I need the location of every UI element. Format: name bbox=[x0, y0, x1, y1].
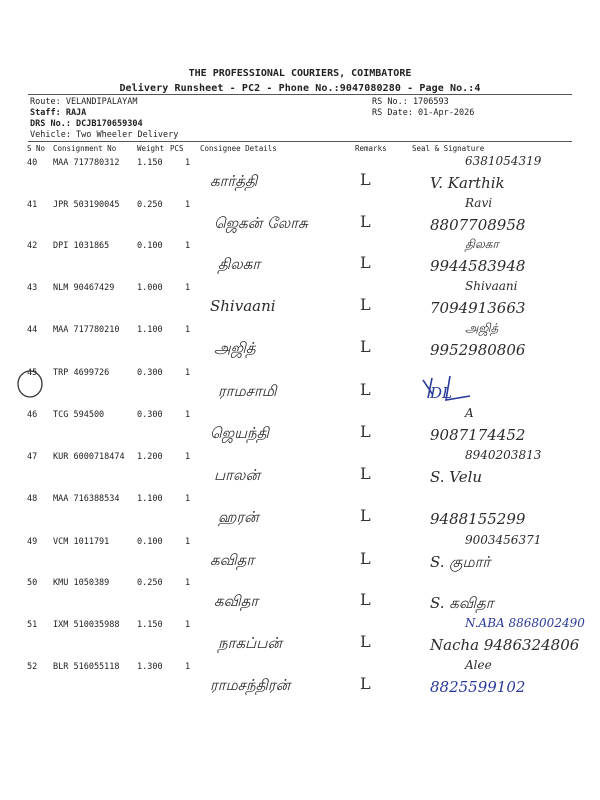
row-seal: 9944583948 bbox=[430, 257, 526, 275]
row-consignment: NLM 90467429 bbox=[53, 283, 115, 293]
row-pcs: 1 bbox=[185, 620, 191, 630]
row-consignee-signature: ராமசாமி bbox=[218, 382, 277, 400]
row-remark: L bbox=[360, 337, 371, 356]
row-weight: 1.000 bbox=[137, 283, 163, 293]
row-weight: 0.300 bbox=[137, 368, 163, 378]
row-remark: L bbox=[360, 212, 371, 231]
row-consignee-signature: அஜித் bbox=[214, 339, 256, 357]
dl-stroke bbox=[423, 376, 470, 400]
col-remarks: Remarks bbox=[355, 144, 387, 153]
row-weight: 0.250 bbox=[137, 578, 163, 588]
rs-number: RS No.: 1706593 bbox=[372, 97, 449, 107]
row-pcs: 1 bbox=[185, 200, 191, 210]
row-consignee-signature: கார்த்தி bbox=[210, 172, 258, 190]
row-consignee-signature: ஜெயந்தி bbox=[210, 424, 269, 442]
row-seal: S. குமார் bbox=[430, 553, 491, 571]
row-weight: 1.200 bbox=[137, 452, 163, 462]
route-label: Route: VELANDIPALAYAM bbox=[30, 97, 138, 107]
row-seal-secondary: Alee bbox=[465, 658, 492, 672]
col-sno: S No bbox=[27, 144, 46, 153]
row-seal: 7094913663 bbox=[430, 299, 526, 317]
row-remark: L bbox=[360, 253, 371, 272]
row-sno: 40 bbox=[27, 158, 38, 168]
row-weight: 1.100 bbox=[137, 325, 163, 335]
row-consignment: MAA 716388534 bbox=[53, 494, 120, 504]
row-seal-secondary: அஜித் bbox=[465, 321, 499, 335]
row-consignee-signature: ஜெகன் லோசு bbox=[214, 214, 308, 232]
circle-mark bbox=[18, 371, 42, 397]
row-sno: 51 bbox=[27, 620, 38, 630]
row-pcs: 1 bbox=[185, 283, 191, 293]
row-consignee-signature: நாகப்பன் bbox=[218, 634, 282, 652]
row-seal: DL bbox=[430, 384, 452, 402]
row-seal-secondary: திலகா bbox=[465, 237, 499, 251]
row-consignment: BLR 516055118 bbox=[53, 662, 120, 672]
staff-label: Staff: RAJA bbox=[30, 108, 87, 118]
row-consignment: KMU 1050389 bbox=[53, 578, 110, 588]
row-weight: 1.100 bbox=[137, 494, 163, 504]
row-seal-secondary: A bbox=[465, 406, 474, 420]
row-consignee-signature: கவிதா bbox=[214, 592, 259, 610]
row-sno: 52 bbox=[27, 662, 38, 672]
company-title: THE PROFESSIONAL COURIERS, COIMBATORE bbox=[188, 68, 412, 79]
row-sno: 50 bbox=[27, 578, 38, 588]
row-seal: 9087174452 bbox=[430, 426, 526, 444]
row-seal: S. கவிதா bbox=[430, 594, 494, 612]
row-consignee-signature: ராமசந்திரன் bbox=[210, 676, 291, 694]
row-remark: L bbox=[360, 506, 371, 525]
drs-number: DRS No.: DCJB170659304 bbox=[30, 119, 143, 129]
row-remark: L bbox=[360, 295, 371, 314]
row-consignment: TCG 594500 bbox=[53, 410, 105, 420]
row-consignment: VCM 1011791 bbox=[53, 537, 110, 547]
row-consignment: KUR 6000718474 bbox=[53, 452, 125, 462]
col-consignee: Consignee Details bbox=[200, 144, 277, 153]
row-consignment: IXM 510035988 bbox=[53, 620, 120, 630]
row-remark: L bbox=[360, 590, 371, 609]
row-pcs: 1 bbox=[185, 452, 191, 462]
row-seal-secondary: 9003456371 bbox=[465, 533, 542, 547]
row-seal: V. Karthik bbox=[430, 174, 505, 192]
row-pcs: 1 bbox=[185, 494, 191, 504]
row-seal: 8807708958 bbox=[430, 216, 526, 234]
vehicle-label: Vehicle: Two Wheeler Delivery bbox=[30, 130, 179, 140]
row-weight: 0.100 bbox=[137, 241, 163, 251]
row-weight: 0.100 bbox=[137, 537, 163, 547]
row-seal-secondary: 8940203813 bbox=[465, 448, 542, 462]
row-sno: 46 bbox=[27, 410, 38, 420]
row-consignment: JPR 503190045 bbox=[53, 200, 120, 210]
row-seal-secondary: N.ABA 8868002490 bbox=[465, 616, 585, 630]
row-seal-secondary: 6381054319 bbox=[465, 154, 542, 168]
row-remark: L bbox=[360, 464, 371, 483]
row-weight: 0.250 bbox=[137, 200, 163, 210]
row-seal-secondary: Shivaani bbox=[465, 279, 518, 293]
row-pcs: 1 bbox=[185, 537, 191, 547]
row-pcs: 1 bbox=[185, 578, 191, 588]
row-weight: 1.300 bbox=[137, 662, 163, 672]
row-consignment: TRP 4699726 bbox=[53, 368, 110, 378]
col-seal: Seal & Signature bbox=[412, 144, 485, 153]
row-pcs: 1 bbox=[185, 368, 191, 378]
row-pcs: 1 bbox=[185, 241, 191, 251]
row-remark: L bbox=[360, 380, 371, 399]
row-consignment: MAA 717780210 bbox=[53, 325, 120, 335]
row-sno: 45 bbox=[27, 368, 38, 378]
col-pcs: PCS bbox=[170, 144, 184, 153]
row-pcs: 1 bbox=[185, 662, 191, 672]
row-consignee-signature: Shivaani bbox=[210, 297, 276, 315]
row-sno: 47 bbox=[27, 452, 38, 462]
row-weight: 1.150 bbox=[137, 620, 163, 630]
row-weight: 1.150 bbox=[137, 158, 163, 168]
row-remark: L bbox=[360, 422, 371, 441]
col-consignment: Consignment No bbox=[53, 144, 117, 153]
row-consignee-signature: பாலன் bbox=[214, 466, 260, 484]
row-weight: 0.300 bbox=[137, 410, 163, 420]
rs-date: RS Date: 01-Apr-2026 bbox=[372, 108, 475, 118]
row-pcs: 1 bbox=[185, 158, 191, 168]
row-seal: 9488155299 bbox=[430, 510, 526, 528]
row-sno: 41 bbox=[27, 200, 38, 210]
runsheet-title: Delivery Runsheet - PC2 - Phone No.:9047080280 - Page No.:4 bbox=[119, 83, 481, 94]
row-remark: L bbox=[360, 674, 371, 693]
row-seal: Nacha 9486324806 bbox=[430, 636, 580, 654]
row-seal: S. Velu bbox=[430, 468, 483, 486]
row-consignee-signature: திலகா bbox=[218, 255, 261, 273]
row-sno: 48 bbox=[27, 494, 38, 504]
row-seal-secondary: Ravi bbox=[465, 196, 493, 210]
row-consignee-signature: ஹரன் bbox=[218, 508, 259, 526]
row-remark: L bbox=[360, 632, 371, 651]
row-sno: 43 bbox=[27, 283, 38, 293]
row-remark: L bbox=[360, 549, 371, 568]
col-weight: Weight bbox=[137, 144, 165, 153]
row-sno: 49 bbox=[27, 537, 38, 547]
row-consignment: MAA 717780312 bbox=[53, 158, 120, 168]
row-seal: 8825599102 bbox=[430, 678, 526, 696]
row-sno: 42 bbox=[27, 241, 38, 251]
row-consignment: DPI 1031865 bbox=[53, 241, 110, 251]
row-remark: L bbox=[360, 170, 371, 189]
row-pcs: 1 bbox=[185, 410, 191, 420]
row-pcs: 1 bbox=[185, 325, 191, 335]
row-consignee-signature: கவிதா bbox=[210, 551, 255, 569]
row-sno: 44 bbox=[27, 325, 38, 335]
row-seal: 9952980806 bbox=[430, 341, 526, 359]
